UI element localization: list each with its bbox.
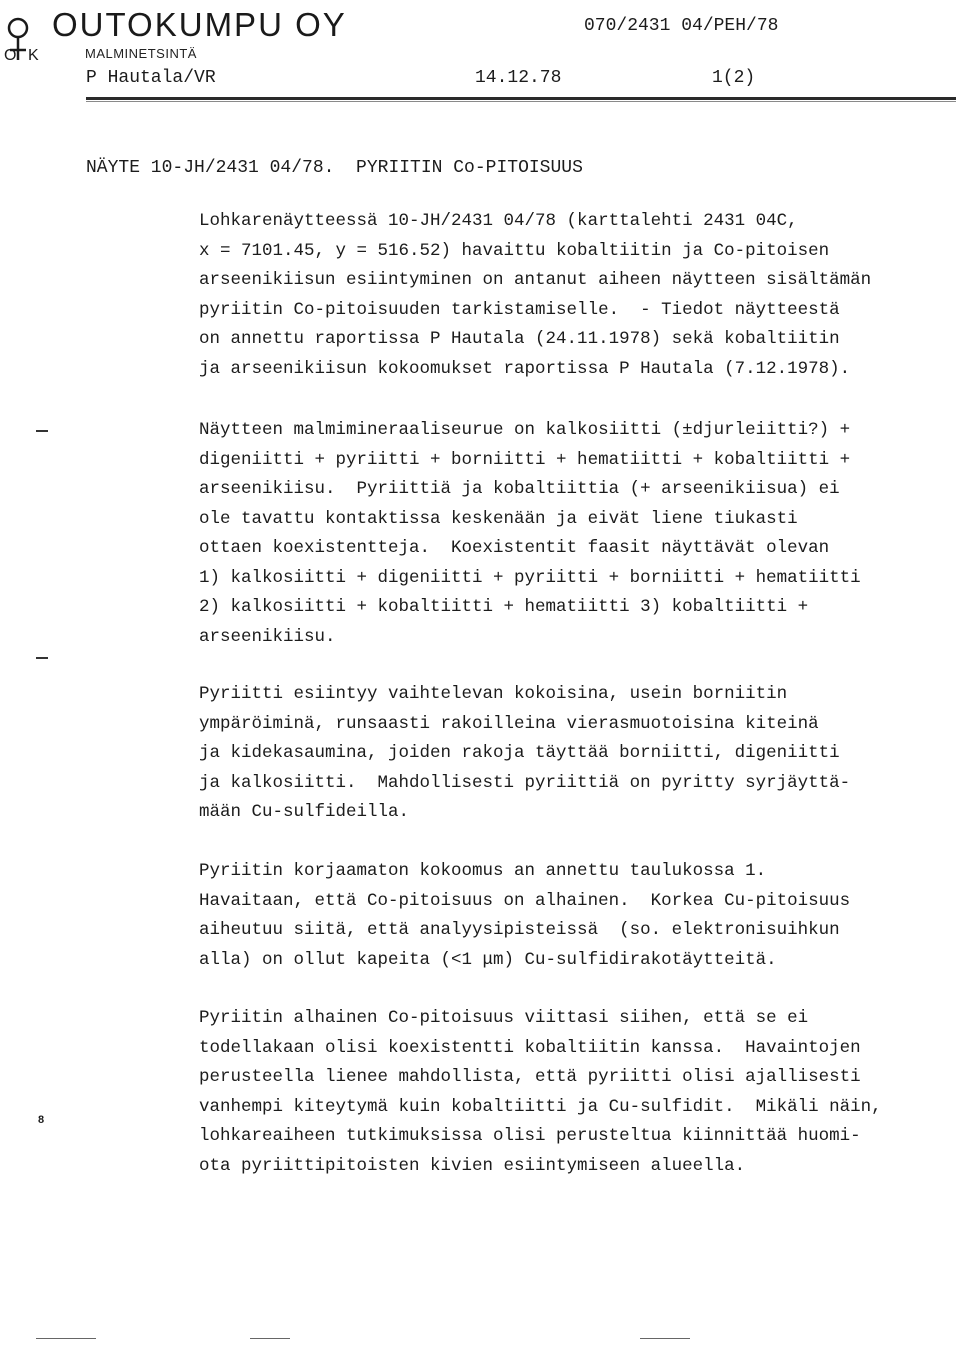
paragraph-line: Lohkarenäytteessä 10-JH/2431 04/78 (karttalehti 2431 04C,	[199, 211, 798, 231]
svg-text:K: K	[28, 47, 39, 64]
paragraph-line: ole tavattu kontaktissa keskenään ja eivät liene tiukasti	[199, 508, 798, 529]
page-number: 1(2)	[712, 68, 756, 88]
paragraph-line: Pyriitin alhainen Co-pitoisuus viittasi siihen, että se ei	[199, 1008, 809, 1028]
document-date: 14.12.78	[475, 68, 562, 88]
paragraph-line: digeniitti + pyriitti + borniitti + hematiitti + kobaltiitti +	[199, 449, 851, 470]
outokumpu-logo-icon	[2, 8, 46, 64]
footer-mark	[36, 1338, 96, 1339]
document-title: NÄYTE 10-JH/2431 04/78. PYRIITIN Co-PITOISUUS	[86, 158, 583, 178]
paragraph-line: Havaitaan, että Co-pitoisuus on alhainen. Korkea Cu-pitoisuus	[199, 890, 851, 911]
paragraph-line: Näytteen malmimineraaliseurue on kalkosiitti (±djurleiitti?) +	[199, 420, 851, 440]
paragraph-pyrite-occurrence	[199, 680, 959, 828]
paragraph-line: lohkareaiheen tutkimuksissa olisi perusteltua kiinnittää huomi-	[199, 1126, 861, 1146]
paragraph-line: arseenikiisu. Pyriittiä ja kobaltiittia (+ arseenikiisua) ei	[199, 479, 840, 499]
paragraph-line: vanhempi kiteytymä kuin kobaltiitti ja Cu-sulfidit. Mikäli näin,	[199, 1096, 882, 1117]
paragraph-line: mään Cu-sulfideilla.	[199, 802, 410, 822]
header-divider	[86, 97, 956, 100]
paragraph-sample-description	[199, 207, 959, 384]
paragraph-line: alla) on ollut kapeita (<1 μm) Cu-sulfidirakotäytteitä.	[199, 949, 777, 970]
paragraph-line: ympäröiminä, runsaasti rakoilleina vierasmuotoisina kiteinä	[199, 713, 819, 734]
margin-mark	[36, 657, 48, 659]
paragraph-line: perusteella lienee mahdollista, että pyriitti olisi ajallisesti	[199, 1067, 861, 1087]
paragraph-line: arseenikiisu.	[199, 626, 336, 647]
company-name: OUTOKUMPU OY	[52, 6, 347, 43]
paragraph-line: todellakaan olisi koexistentti kobaltiitin kanssa. Havaintojen	[199, 1037, 861, 1058]
paragraph-line: x = 7101.45, y = 516.52) havaittu kobaltiitin ja Co-pitoisen	[199, 240, 830, 261]
paragraph-line: ja kidekasaumina, joiden rakoja täyttää borniitti, digeniitti	[199, 743, 840, 763]
paragraph-line: pyriitin Co-pitoisuuden tarkistamiselle. - Tiedot näytteestä	[199, 299, 840, 320]
paragraph-line: arseenikiisun esiintyminen on antanut aiheen näytteen sisältämän	[199, 270, 872, 290]
paragraph-mineral-assemblage	[199, 416, 959, 652]
department-name: MALMINETSINTÄ	[85, 46, 197, 61]
company-logo	[2, 8, 46, 64]
paragraph-line: Pyriitti esiintyy vaihtelevan kokoisina, usein borniitin	[199, 684, 788, 704]
footer-mark	[250, 1338, 290, 1339]
paragraph-line: ota pyriittipitoisten kivien esiintymiseen alueella.	[199, 1155, 746, 1176]
paragraph-composition	[199, 857, 959, 975]
document-reference: 070/2431 04/PEH/78	[584, 16, 779, 36]
paragraph-line: ottaen koexistentteja. Koexistentit faasit näyttävät olevan	[199, 538, 830, 558]
paragraph-line: 1) kalkosiitti + digeniitti + pyriitti + borniitti + hematiitti	[199, 567, 861, 588]
paragraph-line: aiheutuu siitä, että analyysipisteissä (so. elektronisuihkun	[199, 920, 840, 940]
paragraph-line: 2) kalkosiitti + kobaltiitti + hematiitti 3) kobaltiitti +	[199, 597, 809, 617]
margin-mark	[36, 430, 48, 432]
paragraph-conclusion	[199, 1004, 959, 1181]
paragraph-line: Pyriitin korjaamaton kokoomus an annettu taulukossa 1.	[199, 861, 767, 881]
header-divider-secondary	[86, 101, 956, 102]
svg-text:O: O	[4, 47, 17, 64]
author-line: P Hautala/VR	[86, 68, 216, 88]
paragraph-line: on annettu raportissa P Hautala (24.11.1978) sekä kobaltiitin	[199, 329, 840, 349]
paragraph-line: ja arseenikiisun kokoomukset raportissa P Hautala (7.12.1978).	[199, 358, 851, 379]
footer-mark	[640, 1338, 690, 1339]
margin-number: 8	[38, 1114, 45, 1126]
paragraph-line: ja kalkosiitti. Mahdollisesti pyriittiä on pyritty syrjäyttä-	[199, 772, 851, 793]
